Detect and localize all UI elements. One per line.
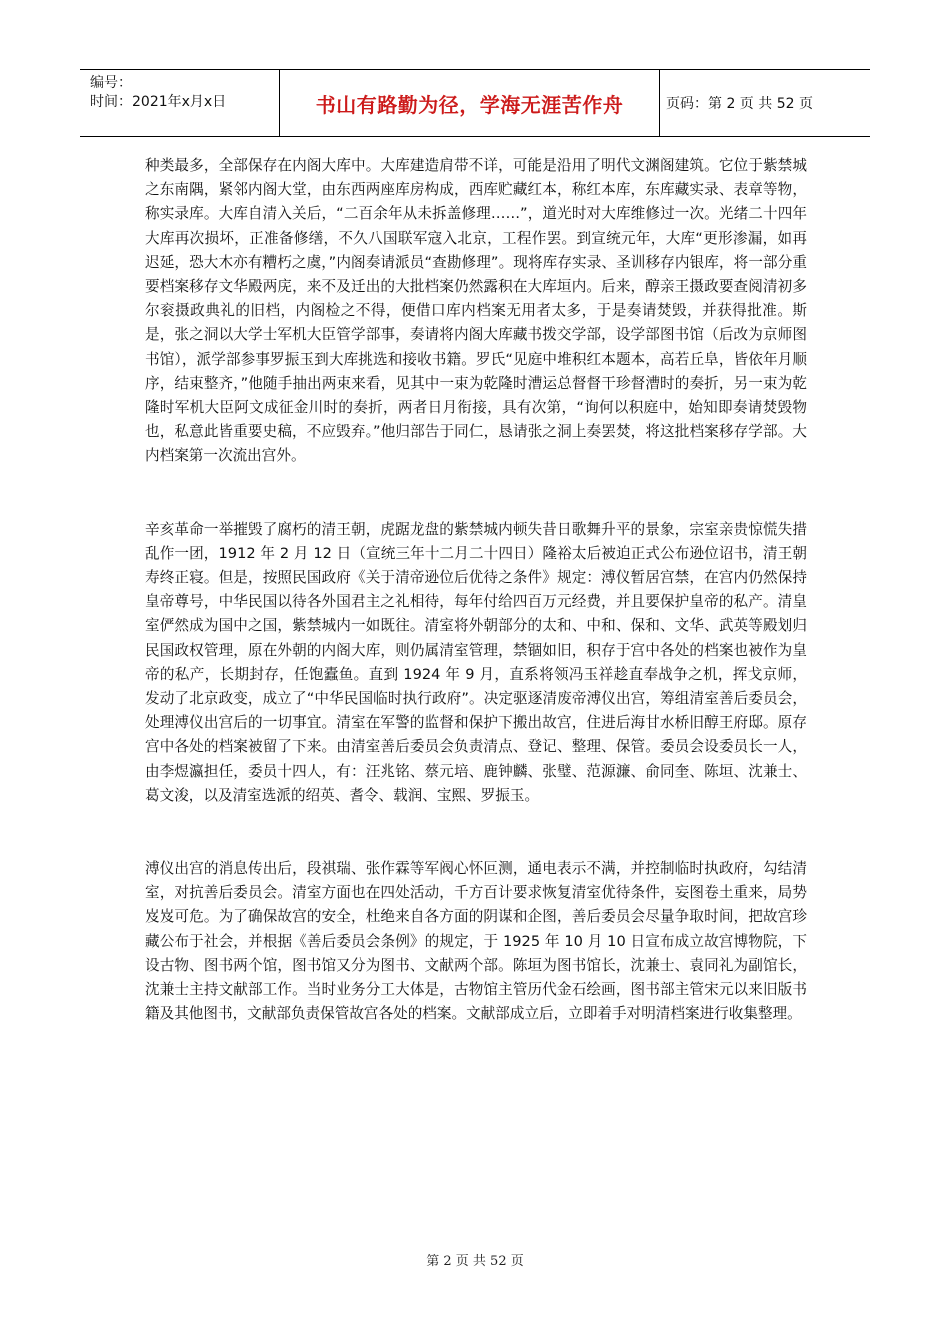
page-footer [0, 1250, 950, 1269]
motto-text: 书山有路勤为径，学海无涯苦作舟 [315, 92, 624, 117]
document-body [145, 154, 807, 1027]
paragraph-1: 种类最多，全部保存在内阁大库中。大库建造肩带不详，可能是沿用了明代文渊阁建筑。它位于紫禁城之东南隅，紧邻内阁大堂，由东西两座库房构成，西库贮藏红本，称红本库，东库藏实录、表章等物，称实录库。大库自清入关后，“二百余年从未拆盖修理……”，道光时对大库维修过一次。光绪二十四年大库再次损坏，正准备修缮，不久八国联军寇入北京，工程作罢。到宣统元年，大库“更形渗漏，如再迟延，恐大木亦有糟朽之虞，”内阁奏请派员“查勘修理”。现将库存实录、圣训移存内银库，将一部分重要档案移存文华殿两庑，来不及迁出的大批档案仍然露积在大库垣内。后来，醇亲王摄政要查阅清初多尔衮摄政典礼的旧档，内阁检之不得，便借口库内档案无用者太多，于是奏请焚毁，并获得批准。斯是，张之洞以大学士军机大臣管学部事，奏请将内阁大库藏书拨交学部，设学部图书馆（后改为京师图书馆），派学部参事罗振玉到大库挑选和接收书籍。罗氏“见庭中堆积红本题本，高若丘阜，皆依年月顺序，结束整齐，”他随手抽出两束来看，见其中一束为乾隆时漕运总督督干珍督漕时的奏折，另一束为乾隆时军机大臣阿文成征金川时的奏折，两者日月衔接，具有次第，“询何以积庭中，始知即奏请焚毁物也，私意此皆重要史稿，不应毁弃。”他归部告于同仁，恳请张之洞上奏罢焚，将这批档案移存学部。大内档案第一次流出宫外。 [145, 157, 807, 465]
date-label: 时间：2021年x月x日 [90, 94, 227, 110]
header-meta-cell [80, 70, 280, 136]
page-info: 页码：第 2 页 共 52 页 [666, 96, 813, 112]
header-motto-cell [280, 70, 660, 136]
paragraph-2: 辛亥革命一举摧毁了腐朽的清王朝，虎踞龙盘的紫禁城内顿失昔日歌舞升平的景象，宗室亲贵惊慌失措乱作一团，1912 年 2 月 12 日（宣统三年十二月二十四日）隆裕太后被迫正式公布逊位诏书，清王朝寿终正寝。但是，按照民国政府《关于清帝逊位后优待之条件》规定：溥仪暂居宫禁，在宫内仍然保持皇帝尊号，中华民国以待各外国君主之礼相待，每年付给四百万元经费，并且要保护皇帝的私产。清皇室俨然成为国中之国，紫禁城内一如既往。清室将外朝部分的太和、中和、保和、文华、武英等殿划归民国政权管理，原在外朝的内阁大库，则仍属清室管理，禁锢如旧，积存于宫中各处的档案也被作为皇帝的私产，长期封存，任饱蠹鱼。直到 1924 年 9 月，直系将领冯玉祥趁直奉战争之机，挥戈京师，发动了北京政变，成立了“中华民国临时执行政府”。决定驱逐清废帝溥仪出宫，筹组清室善后委员会，处理溥仪出宫后的一切事宜。清室在军警的监督和保护下搬出故宫，住进后海甘水桥旧醇王府邸。原存宫中各处的档案被留了下来。由清室善后委员会负责清点、登记、整理、保管。委员会设委员长一人，由李煜瀛担任，委员十四人，有：汪兆铭、蔡元培、鹿钟麟、张璧、范源濂、俞同奎、陈垣、沈兼士、葛文浚，以及清室选派的绍英、耆令、载润、宝熙、罗振玉。 [145, 520, 807, 804]
paragraph-3: 溥仪出宫的消息传出后，段祺瑞、张作霖等军阀心怀叵测，通电表示不满，并控制临时执政府，勾结清室，对抗善后委员会。清室方面也在四处活动，千方百计要求恢复清室优待条件，妄图卷土重来，局势岌岌可危。为了确保故宫的安全，杜绝来自各方面的阴谋和企图，善后委员会尽量争取时间，把故宫珍藏公布于社会，并根据《善后委员会条例》的规定，于 1925 年 10 月 10 日宣布成立故宫博物院，下设古物、图书两个馆，图书馆又分为图书、文献两个部。陈垣为图书馆长，沈兼士、袁同礼为副馆长，沈兼士主持文献部工作。当时业务分工大体是，古物馆主管历代金石绘画，图书部主管宋元以来旧版书籍及其他图书，文献部负责保管故宫各处的档案。文献部成立后，立即着手对明清档案进行收集整理。 [145, 860, 807, 1023]
footer-page-number: 第 2 页 共 52 页 [426, 1254, 524, 1269]
code-label: 编号： [90, 75, 132, 91]
page-header [80, 69, 870, 137]
header-page-cell [660, 70, 870, 136]
